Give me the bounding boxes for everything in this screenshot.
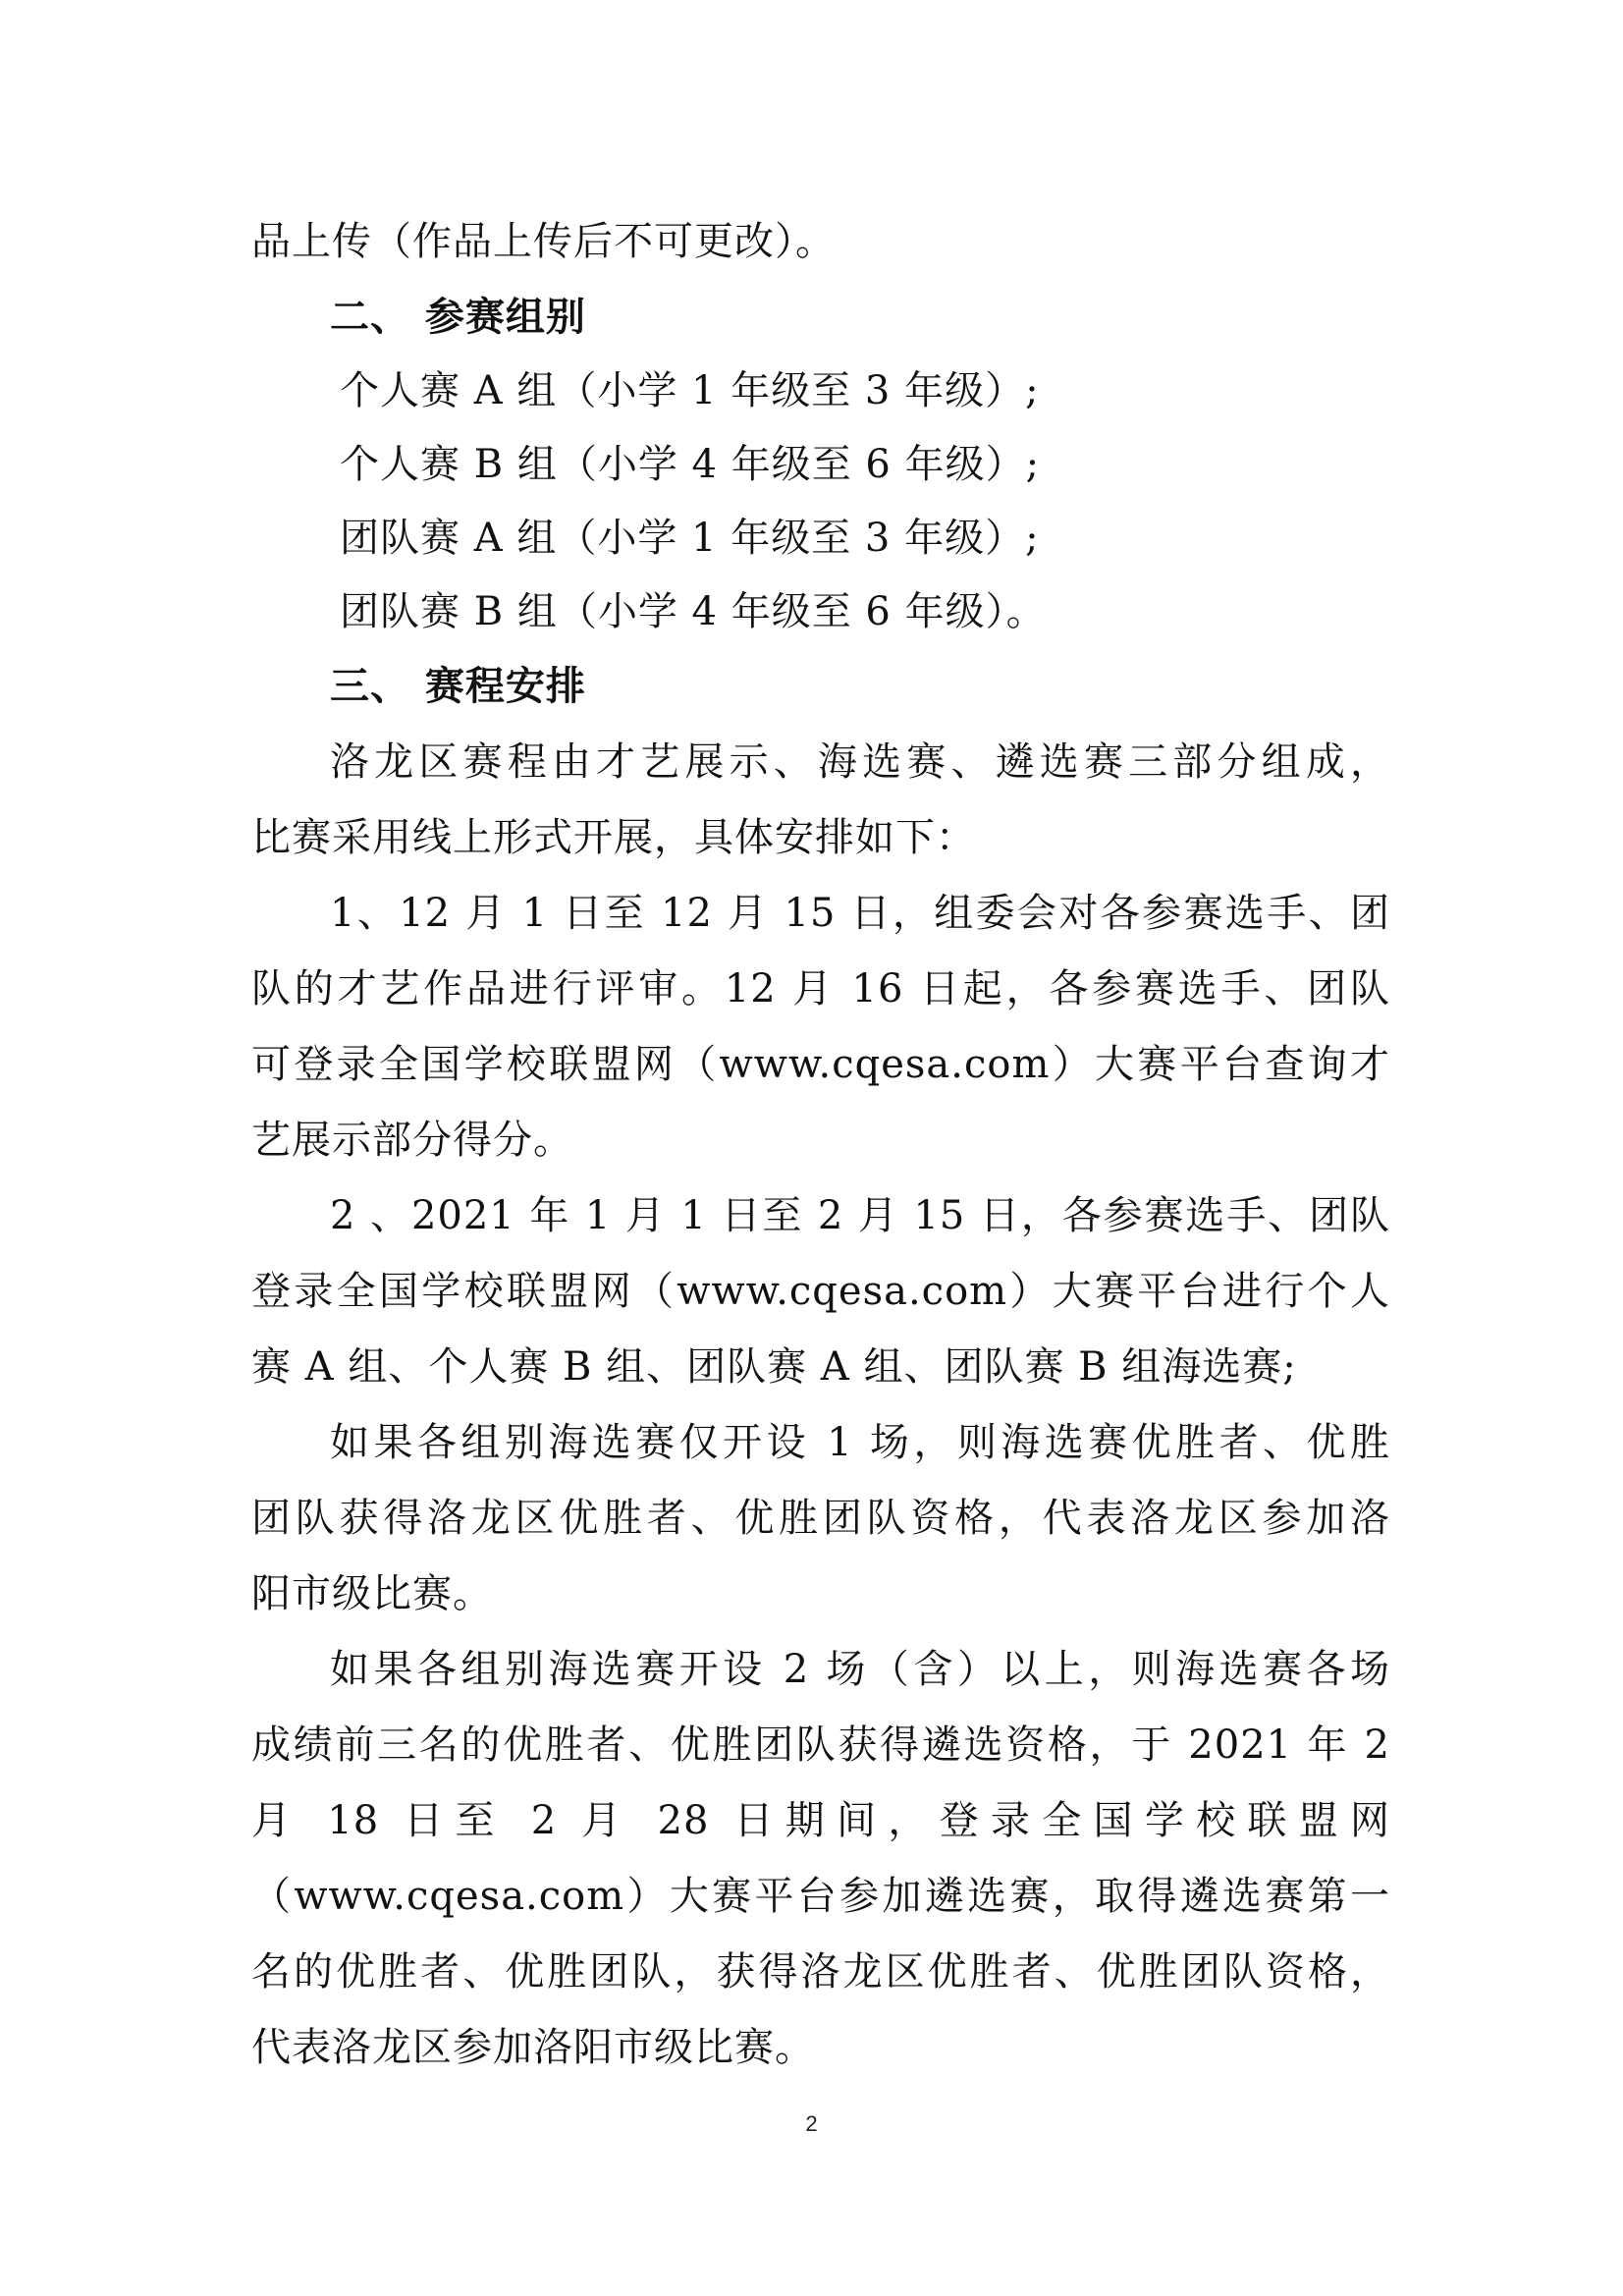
text-line: 2 、2021 年 1 月 1 日至 2 月 15 日，各参赛选手、团队 bbox=[330, 1193, 1390, 1238]
text-line: 品上传（作品上传后不可更改）。 bbox=[251, 219, 836, 264]
text-line: 如果各组别海选赛开设 2 场（含）以上，则海选赛各场 bbox=[330, 1647, 1390, 1692]
text-line: 赛 A 组、个人赛 B 组、团队赛 A 组、团队赛 B 组海选赛; bbox=[251, 1344, 1297, 1390]
text-line: 登录全国学校联盟网（www.cqesa.com）大赛平台进行个人 bbox=[251, 1269, 1390, 1314]
text-line: 阳市级比赛。 bbox=[251, 1571, 493, 1616]
group-item: 团队赛 A 组（小学 1 年级至 3 年级）; bbox=[340, 516, 1040, 561]
text-line: 如果各组别海选赛仅开设 1 场，则海选赛优胜者、优胜 bbox=[330, 1420, 1390, 1465]
text-line: 艺展示部分得分。 bbox=[251, 1118, 573, 1163]
text-line: 比赛采用线上形式开展，具体安排如下： bbox=[251, 815, 976, 860]
text-line: 可登录全国学校联盟网（www.cqesa.com）大赛平台查询才 bbox=[251, 1042, 1390, 1087]
section-heading: 三、 赛程安排 bbox=[330, 664, 586, 709]
text-line: 洛龙区赛程由才艺展示、海选赛、遴选赛三部分组成， bbox=[330, 739, 1390, 785]
text-line: 团队获得洛龙区优胜者、优胜团队资格，代表洛龙区参加洛 bbox=[251, 1496, 1390, 1541]
page-number: 2 bbox=[805, 2111, 818, 2136]
text-line: 名的优胜者、优胜团队，获得洛龙区优胜者、优胜团队资格， bbox=[251, 1949, 1390, 1995]
text-line: 月 18 日至 2 月 28 日期间，登录全国学校联盟网 bbox=[251, 1798, 1390, 1843]
group-item: 个人赛 B 组（小学 4 年级至 6 年级）; bbox=[340, 442, 1041, 487]
text-line: （www.cqesa.com）大赛平台参加遴选赛，取得遴选赛第一 bbox=[251, 1874, 1390, 1919]
text-line: 队的才艺作品进行评审。12 月 16 日起，各参赛选手、团队 bbox=[251, 966, 1390, 1011]
section-heading: 二、 参赛组别 bbox=[330, 295, 586, 340]
group-item: 个人赛 A 组（小学 1 年级至 3 年级）; bbox=[340, 368, 1040, 413]
text-line: 成绩前三名的优胜者、优胜团队获得遴选资格，于 2021 年 2 bbox=[251, 1722, 1390, 1768]
group-item: 团队赛 B 组（小学 4 年级至 6 年级）。 bbox=[340, 589, 1047, 634]
text-line: 1、12 月 1 日至 12 月 15 日，组委会对各参赛选手、团 bbox=[330, 891, 1390, 936]
text-line: 代表洛龙区参加洛阳市级比赛。 bbox=[251, 2025, 815, 2070]
